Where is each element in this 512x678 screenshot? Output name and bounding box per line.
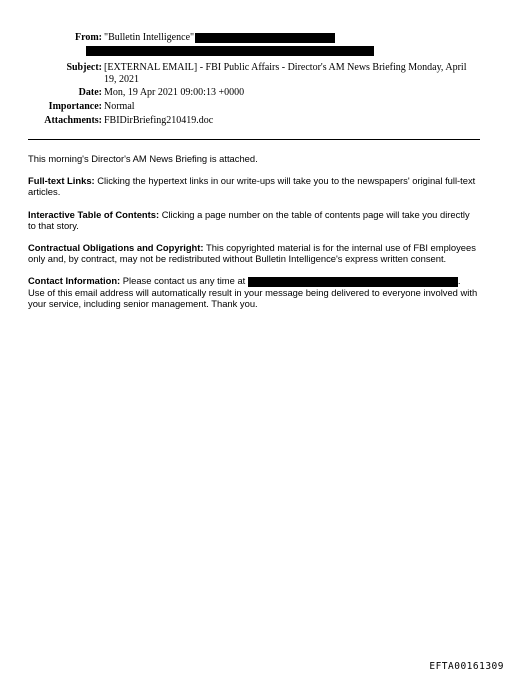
- fulltext-text: Clicking the hypertext links in our write-ups will take you to the newspapers' original full-text articles.: [28, 175, 476, 198]
- subject-label: Subject:: [66, 62, 102, 73]
- contact-text-after: .: [457, 275, 461, 287]
- fulltext-paragraph: [28, 175, 480, 197]
- subject-value: [EXTERNAL EMAIL] - FBI Public Affairs - Director's AM News Briefing Monday, April 19, 2021: [104, 62, 467, 85]
- redaction-block: [86, 46, 374, 56]
- attachments-label: Attachments:: [44, 115, 102, 126]
- contact-paragraph: [28, 275, 480, 309]
- toc-paragraph: [28, 209, 480, 231]
- copyright-paragraph: [28, 242, 480, 264]
- email-body: [28, 153, 480, 320]
- attachment-link[interactable]: FBIDirBriefing210419.doc: [104, 115, 214, 126]
- bates-number: EFTA00161309: [429, 661, 504, 672]
- date-value: Mon, 19 Apr 2021 09:00:13 +0000: [104, 87, 245, 98]
- redaction-block: [248, 277, 458, 287]
- toc-label: Interactive Table of Contents:: [28, 208, 160, 220]
- from-value: "Bulletin Intelligence": [104, 32, 195, 43]
- copyright-text: This copyrighted material is for the internal use of FBI employees only and, by contract, may not be redistributed without Bulletin Intelligence's express written consent.: [28, 242, 476, 265]
- contact-text-rest: Use of this email address will automatically result in your message being delivered to everyone involved with your service, including senior management. Thank you.: [28, 286, 478, 310]
- intro-paragraph: This morning's Director's AM News Briefing is attached.: [28, 153, 258, 164]
- redaction-block: [195, 33, 335, 43]
- importance-label: Importance:: [48, 101, 102, 112]
- toc-text: Clicking a page number on the table of contents page will take you directly to that story.: [28, 208, 470, 231]
- fulltext-label: Full-text Links:: [28, 175, 95, 187]
- copyright-label: Contractual Obligations and Copyright:: [28, 242, 204, 254]
- from-label: From:: [74, 32, 102, 43]
- contact-text-before: Please contact us any time at: [122, 275, 246, 287]
- date-label: Date:: [78, 87, 102, 98]
- contact-label: Contact Information:: [28, 275, 121, 287]
- header-divider: [28, 139, 480, 140]
- importance-value: Normal: [104, 101, 135, 112]
